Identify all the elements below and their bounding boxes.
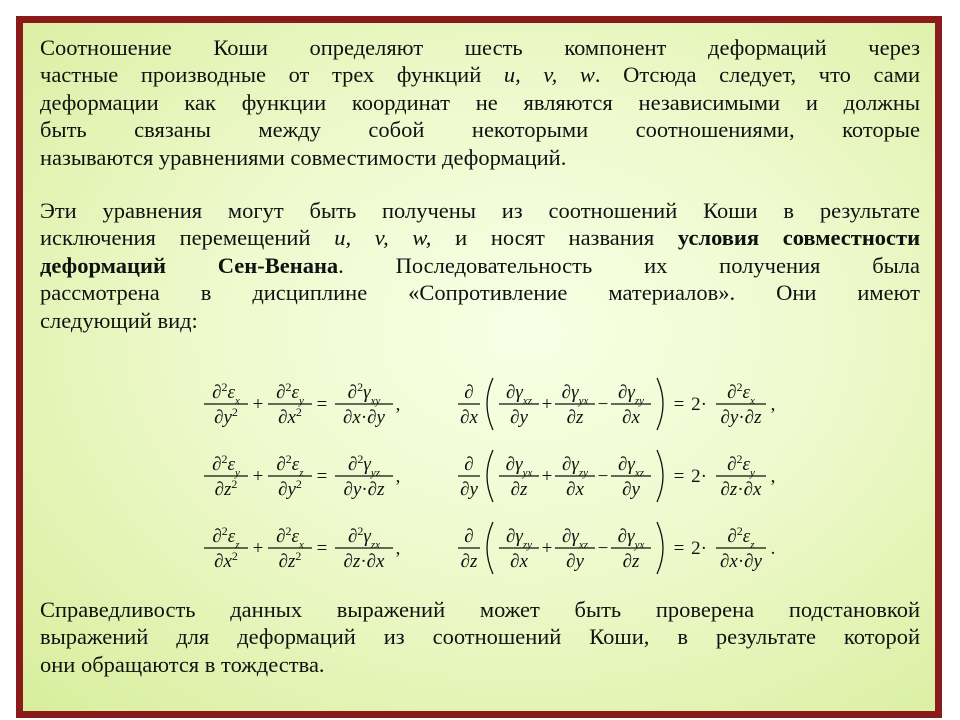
- svg-text:∂γyx: $\partial\gamma_{yx}$: [561, 382, 589, 407]
- svg-text:∂x2: $\partial x^2$: [214, 549, 238, 572]
- svg-text:∂z: ∂z: [566, 407, 584, 428]
- svg-text:∂: ∂: [464, 454, 474, 475]
- svg-text:∂y·∂z: ∂y·∂z: [720, 407, 762, 428]
- svg-text:=: =: [316, 466, 328, 487]
- text-line: деформации как функции координат не являются независимыми и должны: [40, 89, 920, 115]
- svg-text:∂2εz: $\partial^2\varepsilon_z$: [212, 524, 240, 551]
- svg-text:∂γxz: $\partial\gamma_{xz}$: [561, 526, 589, 551]
- svg-text:∂y2: $\partial y^2$: [278, 477, 302, 500]
- paragraph-saint-venant: [40, 197, 920, 334]
- svg-text:=: =: [316, 394, 328, 415]
- svg-text:=: =: [673, 466, 685, 487]
- equations-left-svg: [200, 372, 430, 582]
- text-line: деформаций Сен-Венана. Последовательность их получения была: [40, 252, 920, 278]
- svg-text:∂x: ∂x: [566, 479, 584, 500]
- compatibility-equation: [458, 522, 775, 574]
- svg-text:∂2γxy: $\partial^2\gamma_{xy}$: [347, 380, 381, 407]
- text-line: частные производные от трех функций u, v, w. Отсюда следует, что сами: [40, 62, 920, 88]
- svg-text:∂: ∂: [464, 526, 474, 547]
- svg-text:+: +: [541, 466, 553, 487]
- equations-right-svg: [455, 372, 795, 582]
- svg-text:∂z2: $\partial z^2$: [214, 477, 238, 500]
- svg-text:∂x2: $\partial x^2$: [278, 405, 302, 428]
- svg-text:∂x·∂y: ∂x·∂y: [720, 551, 762, 572]
- svg-text:2·: 2·: [691, 394, 707, 415]
- svg-text:∂2εz: $\partial^2\varepsilon_z$: [727, 524, 755, 551]
- svg-text:∂y2: $\partial y^2$: [214, 405, 238, 428]
- svg-text:=: =: [316, 538, 328, 559]
- svg-text:∂2γyz: $\partial^2\gamma_{yz}$: [347, 452, 381, 479]
- svg-text:∂x: ∂x: [622, 407, 640, 428]
- svg-text:∂z·∂x: ∂z·∂x: [343, 551, 385, 572]
- svg-text:,: ,: [770, 394, 776, 415]
- bold-term: условия совместности: [677, 225, 921, 251]
- left-paren: [487, 378, 493, 430]
- svg-text:2·: 2·: [691, 538, 707, 559]
- text-line: называются уравнениями совместимости деформаций.: [40, 144, 567, 170]
- svg-text:−: −: [597, 394, 609, 415]
- svg-text:∂x·∂y: ∂x·∂y: [343, 407, 385, 428]
- svg-text:=: =: [673, 394, 685, 415]
- svg-text:∂2εx: $\partial^2\varepsilon_x$: [727, 380, 755, 407]
- svg-text:∂2εy: $\partial^2\varepsilon_y$: [212, 452, 240, 479]
- compatibility-equation: [458, 378, 775, 430]
- compatibility-equation: [204, 452, 400, 500]
- svg-text:∂x: ∂x: [510, 551, 528, 572]
- svg-text:,: ,: [770, 466, 776, 487]
- svg-text:∂z: ∂z: [622, 551, 640, 572]
- compatibility-equation: [204, 524, 400, 572]
- svg-text:∂2εx: $\partial^2\varepsilon_x$: [276, 524, 304, 551]
- svg-text:∂y: ∂y: [622, 479, 640, 500]
- text-line: исключения перемещений u, v, w, и носят названия условия совместности: [40, 225, 921, 251]
- svg-text:∂γyx: $\partial\gamma_{yx}$: [505, 454, 533, 479]
- variables-uvw: u, v, w: [503, 62, 595, 88]
- text-line: быть связаны между собой некоторыми соотношениями, которые: [40, 117, 920, 143]
- svg-text:∂2γzx: $\partial^2\gamma_{zx}$: [347, 524, 381, 551]
- paragraph-verification: [40, 596, 920, 678]
- svg-text:−: −: [597, 538, 609, 559]
- svg-text:=: =: [673, 538, 685, 559]
- text-line: рассмотрена в дисциплине «Сопротивление материалов». Они имеют: [40, 280, 920, 306]
- svg-text:∂y·∂z: ∂y·∂z: [343, 479, 385, 500]
- svg-text:∂z: ∂z: [510, 479, 528, 500]
- svg-text:∂γzy: $\partial\gamma_{zy}$: [617, 382, 645, 407]
- svg-text:∂γxz: $\partial\gamma_{xz}$: [505, 382, 533, 407]
- text-line: выражений для деформаций из соотношений Коши, в результате которой: [40, 624, 920, 650]
- text-line: они обращаются в тождества.: [40, 651, 325, 677]
- compatibility-equation: [458, 450, 775, 502]
- left-paren: [487, 522, 493, 574]
- svg-text:∂γzy: $\partial\gamma_{zy}$: [505, 526, 533, 551]
- svg-text:∂y: ∂y: [510, 407, 528, 428]
- svg-text:+: +: [252, 538, 264, 559]
- svg-text:+: +: [541, 538, 553, 559]
- compatibility-equation: [204, 380, 400, 428]
- svg-text:,: ,: [395, 466, 401, 487]
- svg-text:∂z·∂x: ∂z·∂x: [720, 479, 762, 500]
- svg-text:∂y: ∂y: [460, 479, 478, 500]
- svg-text:.: .: [770, 538, 776, 559]
- svg-text:∂y: ∂y: [566, 551, 584, 572]
- svg-text:∂2εx: $\partial^2\varepsilon_x$: [212, 380, 240, 407]
- text-line: Эти уравнения могут быть получены из соотношений Коши в результате: [40, 198, 920, 223]
- svg-text:∂2εz: $\partial^2\varepsilon_z$: [276, 452, 304, 479]
- text-line: Соотношение Коши определяют шесть компонент деформаций через: [40, 35, 920, 60]
- svg-text:+: +: [541, 394, 553, 415]
- svg-text:+: +: [252, 466, 264, 487]
- svg-text:∂γyx: $\partial\gamma_{yx}$: [617, 526, 645, 551]
- svg-text:∂x: ∂x: [460, 407, 478, 428]
- text-line: следующий вид:: [40, 307, 198, 333]
- bold-term: деформаций Сен-Венана: [40, 252, 339, 278]
- svg-text:∂z: ∂z: [460, 551, 478, 572]
- svg-text:∂γxz: $\partial\gamma_{xz}$: [617, 454, 645, 479]
- svg-text:∂2εy: $\partial^2\varepsilon_y$: [727, 452, 755, 479]
- svg-text:∂z2: $\partial z^2$: [278, 549, 302, 572]
- paragraph-cauchy: [40, 34, 920, 171]
- right-paren: [657, 450, 663, 502]
- svg-text:2·: 2·: [691, 466, 707, 487]
- variables-uvw: u, v, w,: [334, 225, 432, 251]
- svg-text:,: ,: [395, 394, 401, 415]
- left-paren: [487, 450, 493, 502]
- svg-text:∂: ∂: [464, 382, 474, 403]
- svg-text:∂2εy: $\partial^2\varepsilon_y$: [276, 380, 304, 407]
- svg-text:−: −: [597, 466, 609, 487]
- svg-text:+: +: [252, 394, 264, 415]
- right-paren: [657, 378, 663, 430]
- svg-text:,: ,: [395, 538, 401, 559]
- svg-text:∂γzy: $\partial\gamma_{zy}$: [561, 454, 589, 479]
- text-line: Справедливость данных выражений может быть проверена подстановкой: [40, 597, 920, 622]
- right-paren: [657, 522, 663, 574]
